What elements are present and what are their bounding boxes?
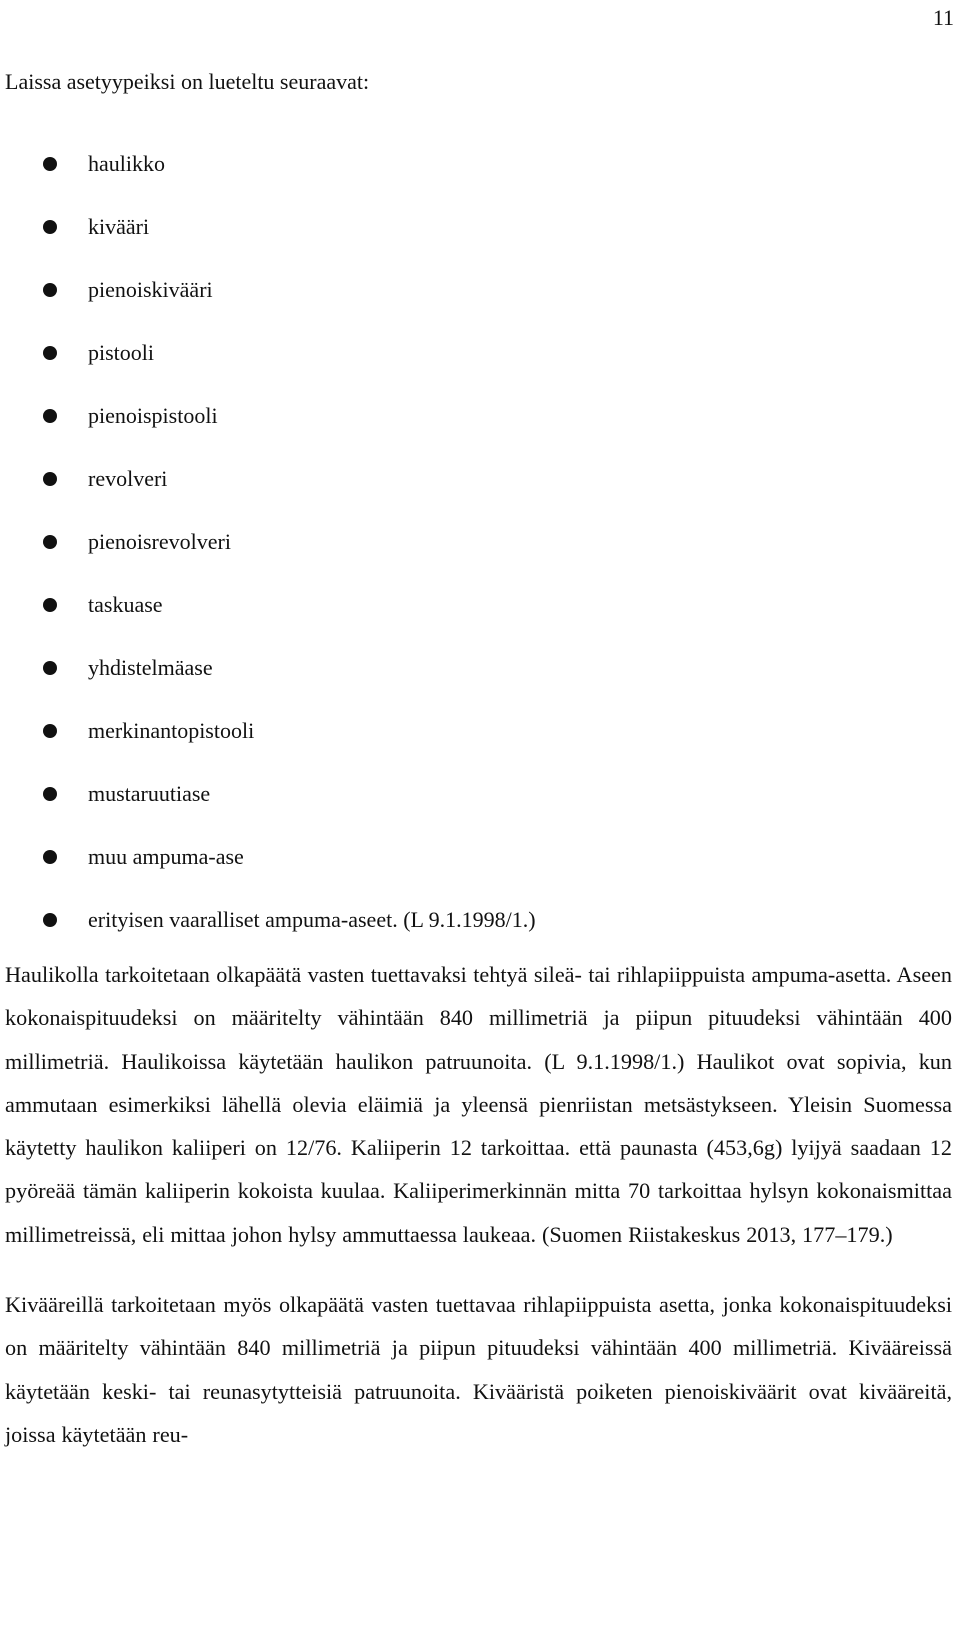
list-item — [5, 652, 952, 715]
paragraph-haulikko: Haulikolla tarkoitetaan olkapäätä vasten tuettavaksi tehtyä sileä- tai rihlapiippuista ampuma-asetta. Aseen kokonaispituudeksi on määritelty vähintään 840 millimetriä ja piipun pituudeksi vähintään 400 millimetriä. Haulikoissa käytetään haulikon patruunoita. (L 9.1.1998/1.) Haulikot ovat sopivia, kun ammutaan esimerkiksi lähellä olevia eläimiä ja yleensä pienriistan metsästykseen. Yleisin Suomessa käytetty haulikon kaliiperi on 12/76. Kaliiperin 12 tarkoittaa. että paunasta (453,6g) lyijyä saadaan 12 pyöreää tämän kaliiperin kokoista kuulaa. Kaliiperimerkinnän mitta 70 tarkoittaa hylsyn kokonaismittaa millimetreissä, eli mittaa johon hylsy ammuttaessa laukeaa. (Suomen Riistakeskus 2013, 177–179.) — [5, 962, 952, 1247]
list-item-text: pienoisrevolveri — [88, 529, 231, 554]
bullet-icon — [43, 661, 57, 675]
list-item-text: kivääri — [88, 214, 150, 239]
bullet-icon — [43, 409, 57, 423]
list-item — [5, 715, 952, 778]
bullet-icon — [43, 346, 57, 360]
list-item — [5, 400, 952, 463]
bullet-icon — [43, 598, 57, 612]
list-item — [5, 337, 952, 400]
bullet-icon — [43, 787, 57, 801]
list-item — [5, 211, 952, 274]
bullet-icon — [43, 535, 57, 549]
page-number: 11 — [932, 5, 954, 30]
weapon-type-list — [5, 148, 952, 949]
list-item-text: yhdistelmäase — [88, 655, 213, 680]
list-item-text: mustaruutiase — [88, 781, 211, 806]
bullet-icon — [43, 472, 57, 486]
list-item-text: haulikko — [88, 151, 165, 176]
bullet-icon — [43, 220, 57, 234]
bullet-icon — [43, 724, 57, 738]
list-item-text: erityisen vaaralliset ampuma-aseet. (L 9.1.1998/1.) — [88, 907, 536, 932]
list-item-text: taskuase — [88, 592, 163, 617]
list-item — [5, 148, 952, 211]
document-body — [5, 66, 952, 1456]
list-item — [5, 841, 952, 904]
bullet-icon — [43, 157, 57, 171]
list-item — [5, 778, 952, 841]
paragraph-kivaari: Kivääreillä tarkoitetaan myös olkapäätä vasten tuettavaa rihlapiippuista asetta, jonka kokonaispituudeksi on määritelty vähintään 840 millimetriä ja piipun pituudeksi vähintään 400 millimetriä. Kivääreissä käytetään keski- tai reunasytytteisiä patruunoita. Kivääristä poiketen pienoiskiväärit ovat kivääreitä, joissa käytetään reu- — [5, 1292, 952, 1447]
bullet-icon — [43, 283, 57, 297]
bullet-icon — [43, 913, 57, 927]
list-item-text: pistooli — [88, 340, 155, 365]
list-item — [5, 463, 952, 526]
list-item — [5, 589, 952, 652]
list-item — [5, 526, 952, 589]
list-item-text: pienoispistooli — [88, 403, 218, 428]
list-item-text: merkinantopistooli — [88, 718, 255, 743]
bullet-icon — [43, 850, 57, 864]
list-item-text: muu ampuma-ase — [88, 844, 244, 869]
list-item-text: revolveri — [88, 466, 168, 491]
intro-text: Laissa asetyypeiksi on lueteltu seuraavat: — [5, 69, 370, 94]
list-item — [5, 274, 952, 337]
list-item — [5, 904, 952, 949]
list-item-text: pienoiskivääri — [88, 277, 213, 302]
